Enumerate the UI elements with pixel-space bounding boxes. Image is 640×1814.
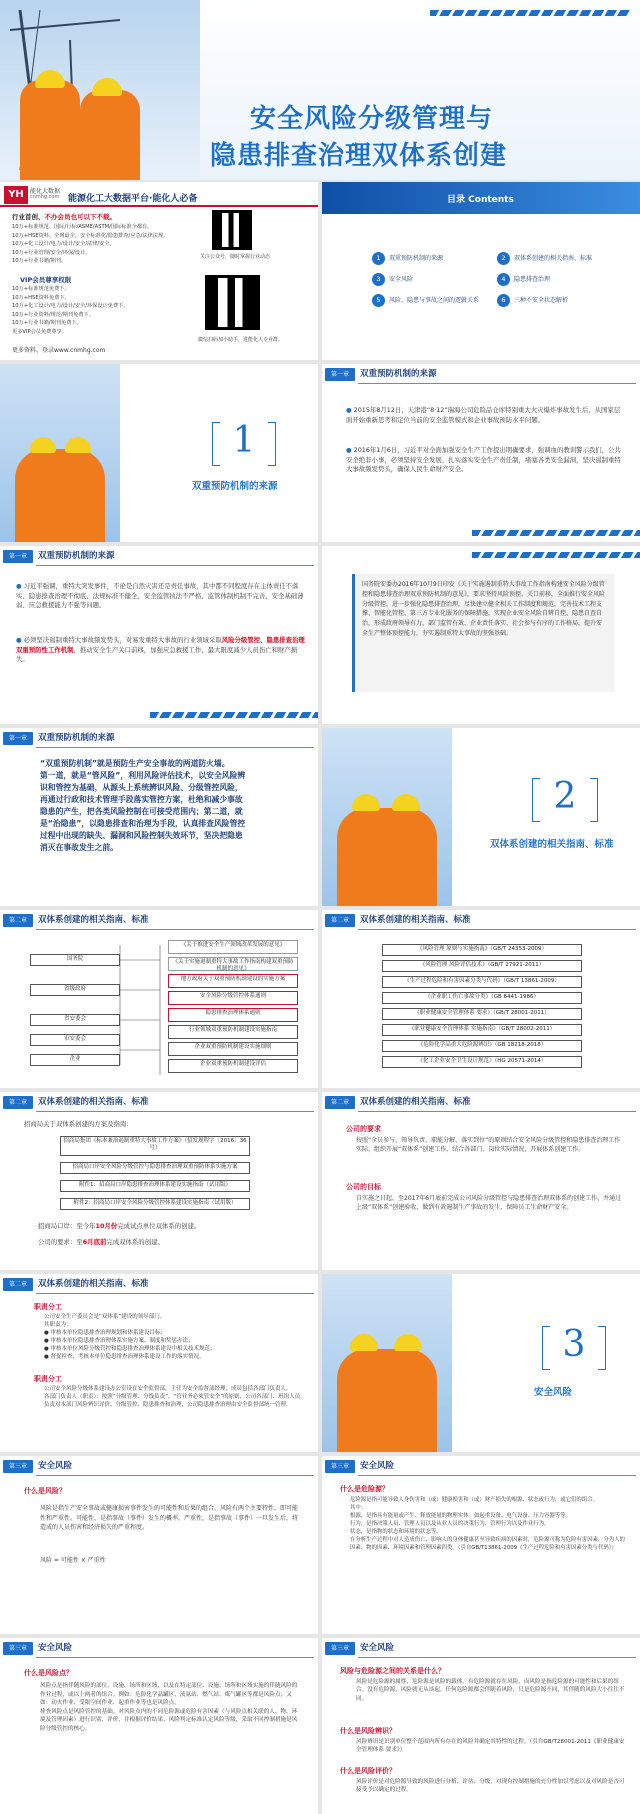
- plan-note-2: 公司的要求：至6月底前完成双体系的创建。: [38, 1238, 164, 1246]
- toc-num-5: 5: [372, 294, 385, 307]
- goal-heading: 公司的目标: [346, 1183, 381, 1191]
- resp-text-2: 公司安全风险分级体系建设办公室设在安全监督部，主任为安全监督部经理，成员包括各部门负责人。 各部门负责人（职责）：按照“分级管理、分线负责”，“管业务必须管安全”的原则，公司各部门、班组人员负责对本部门风险辨识评价、分级管控、隐患排查和治理，公司隐患排查治理由安全监督部统一管理。: [44, 1386, 301, 1408]
- slide-title: 双体系创建的相关指南、标准: [38, 915, 149, 925]
- toc-num-1: 1: [372, 252, 385, 265]
- standard-item: 《生产过程危险和有害因素分类与代码》（GB/T 13861-2009）: [382, 976, 582, 988]
- risk-heading: 什么是风险？: [24, 1487, 66, 1495]
- toc-num-2: 2: [497, 252, 510, 265]
- sec1-frame-right: [268, 422, 276, 466]
- toc-num-3: 3: [372, 273, 385, 286]
- toc-item-5[interactable]: 风险、隐患与事故之间的逻辑关系: [389, 297, 480, 304]
- sec2-frame-right: [590, 778, 598, 822]
- ad-item: 10万+HSE资料、全网最全，安全标准化/隐患排查/应急/法律法规。: [12, 232, 169, 239]
- header-rule: [358, 929, 636, 930]
- bullet-1: ● 2015年8月12日，天津港“8·12”瑞海公司危险品仓库特别重大火灾爆炸事故发生后，从国家层面开始重新思考和定位当前的安全监管模式和企业事故预防水平问题。: [346, 406, 621, 424]
- plan-intro: 招商局关于双体系创建的方案及指南：: [24, 1120, 133, 1128]
- ad-item: 10万+化工设计/电力/设计/安全/法律/安全。: [12, 241, 115, 247]
- slide-header: [0, 550, 318, 565]
- standard-item: 《职业健康安全管理体系 实施指南》（GB/T 28002-2011）: [382, 1024, 582, 1036]
- cover-title-line2: 隐患排查治理双体系创建: [210, 141, 508, 171]
- toc-item-2[interactable]: 双体系创建的相关指南、标准: [514, 255, 593, 262]
- chapter-tag: 第二章: [3, 1096, 33, 1109]
- slide-header: [322, 1642, 640, 1657]
- toc-item-4[interactable]: 隐患排查治理: [514, 276, 551, 283]
- sec2-worker-body: [337, 808, 437, 906]
- slide-header: [0, 1096, 318, 1111]
- slide-title: 双体系创建的相关指南、标准: [360, 915, 471, 925]
- slide-title: 安全风险: [360, 1461, 395, 1471]
- sec3-worker-body: [337, 1349, 437, 1452]
- flow-right-box: 行业领域双重预防机制建设实施指南: [168, 1025, 298, 1039]
- standard-item: 《风险管理 原则与实施指南》（GB/T 24353-2009）: [382, 944, 582, 956]
- chapter-tag: 第三章: [3, 1642, 33, 1655]
- standard-item: 《化工企业安全卫生设计规范》（HG 20571-2014）: [382, 1056, 582, 1068]
- plan-note-1: 招商局口岸：至今年10月份完成试点单位双体系的创建。: [38, 1222, 201, 1230]
- toc-num-4: 4: [497, 273, 510, 286]
- slide-title: 双重预防机制的来源: [360, 369, 437, 379]
- slide-hazard-source: [322, 1456, 640, 1634]
- header-rule: [36, 1293, 314, 1294]
- chapter-tag: 第三章: [325, 1460, 355, 1473]
- ad-divider: [0, 205, 318, 207]
- plan-box: 招商局集团《标本兼治遏制重特大事故工作方案》（招发规程字〔2016〕36号）: [60, 1136, 250, 1156]
- header-rule: [36, 1111, 314, 1112]
- slide-header: [322, 1096, 640, 1111]
- toc-slide: [322, 182, 640, 360]
- relation-heading: 风险与危险源之间的关系是什么？: [340, 1667, 445, 1675]
- slide-what-is-risk: [0, 1456, 318, 1634]
- slide-standards-list: [322, 910, 640, 1088]
- slide-header: [0, 1278, 318, 1293]
- standard-item: 《危险化学品重大危险源辨识》（GB 18218-2018）: [382, 1040, 582, 1052]
- toc-title: 目录 Contents: [447, 195, 514, 205]
- slide-title: 双体系创建的相关指南、标准: [38, 1279, 149, 1289]
- slide-origin-4: [0, 728, 318, 906]
- riskpoint-text: 风险点是指伴随风险的部位、设施、场所和区域，以及在特定部位、设施、场所和区域实施的伴随风险的作业过程，或以上两者的组合。例如：危险化学品罐区、液氨站、燃气站、煤气罐区等都是风险点；又如：动火作业、受限空间作业、起重作业等也是风险点。 排查风险点是风险管控的基础。对风险点内的不同危险源或危险有害因素（与风险点相关联的人、物、环境及管理因素）进行识别、评价，并根据评价结果、风险判定标准认定风险等级，采取不同控制措施是风险分级管控的核心。: [40, 1683, 298, 1732]
- slide-origin-1: [322, 364, 640, 542]
- header-rule: [36, 565, 314, 566]
- identification-heading: 什么是风险辨识？: [340, 1727, 396, 1735]
- bullet-1: ● 习近平强调，重特大突发事件，不论是自然灾害还是责任事故，其中都不同程度存在主体责任不落实、隐患排查治理不彻底、法规标准不健全、安全监管执法不严格、监管体制机制不完善、安全基础薄弱、应急救援能力不强等问题。: [16, 582, 304, 609]
- slide-responsibilities: [0, 1274, 318, 1452]
- ad-item: 10万+标准规范、国际/行标/ASME/ASTM/国际标准全都有。: [12, 224, 153, 230]
- guideline-text: 国务院安委办2016年10月9日印发《关于实施遏制重特大事故工作指南构建安全风险分级管控和隐患排查治理双重预防机制的意见》，要求坚持风险预控、关口前移，全面推行安全风险分级管控，进一步强化隐患排查治理，尽快建立健全相关工作制度和规范，完善技术工程支撑、智能化管控、第三方专业化服务的保障措施，实现企业安全风险自辨自控、隐患自查自治，形成政府领导有力、部门监管有效、企业责任落实、社会参与有序的工作格局，提升安全生产整体预控能力，夯实遏制重特大事故的坚强基础。: [362, 581, 606, 637]
- evaluation-heading: 什么是风险评价？: [340, 1767, 396, 1775]
- ad-items: [12, 223, 207, 266]
- bullet-2: ● 2016年1月6日，习近平对全面加强安全生产工作提出明确要求，强调血的教训警示我们，公共安全绝非小事，必须坚持安全发展，扎实落实安全生产责任制，堵塞各类安全漏洞，坚决遏制重特大事故频发势头，确保人民生命财产安全。: [346, 446, 621, 473]
- slide-standards-flow: [0, 910, 318, 1088]
- chapter-tag: 第二章: [325, 1096, 355, 1109]
- sec3-frame-right: [598, 1326, 606, 1370]
- flow-left-box: 国务院: [30, 954, 120, 966]
- slide-header: [0, 732, 318, 747]
- ad-headline: 能源化工大数据平台·能化人必备: [68, 194, 198, 204]
- flow-left-box: 市安委会: [30, 1034, 120, 1046]
- sec3-number: 3: [562, 1324, 586, 1365]
- flow-right-box: 安全风险分级管控体系通则: [168, 991, 298, 1005]
- worker-left: [20, 80, 80, 180]
- plan-box: 附件1：招商局口岸隐患排查治理体系建设实施指南（试用版）: [60, 1180, 250, 1192]
- slide-stripes: [472, 530, 640, 536]
- ad-vip-item: 10万+行业资料/规范/期刊免费下。: [12, 311, 94, 318]
- sec1-worker-body: [15, 449, 105, 542]
- ad-subtitle: 行业首创、不办会员也可以下不载。: [12, 213, 116, 221]
- risk-text: 风险是指生产安全事故或健康损害事件发生的可能性和后果的组合。风险有两个主要特性，即可能性和严重性。可能性，是指事故（事件）发生的概率。严重性，是指事故（事件）一旦发生后，将造成的人员伤害和经济损失的严重程度。: [40, 1505, 299, 1531]
- chapter-tag: 第一章: [3, 550, 33, 563]
- sec3-title: 安全风险: [534, 1387, 573, 1398]
- ad-slide: [0, 182, 318, 360]
- sec3-frame-left: [542, 1326, 550, 1370]
- flow-right-box: 《关于实施遏制重特大事故工作指南构建双重预防机制的意见》: [168, 957, 298, 971]
- slide-risk-hazard-relation: [322, 1638, 640, 1814]
- standard-item: 《风险管理 风险评估技术》（GB/T 27921-2011）: [382, 960, 582, 972]
- plan-box: 招商局口岸安全风险分级管控与隐患排查治理双重预防体系实施方案: [60, 1162, 250, 1174]
- section2-divider: [322, 728, 640, 906]
- chapter-tag: 第三章: [3, 1460, 33, 1473]
- ad-vip-items: [12, 285, 207, 336]
- slide-title: 安全风险: [38, 1643, 73, 1653]
- hazard-text: 危险源是指可能导致人身伤害和（或）健康损害和（或）财产损失的根源、状态或行为，或它们的组合。 其中： 根源，是指具有能量或产生、释放能量的物理实体。如起重设备、电气设备、压力容器等等。 行为，是指决策人员、管理人员以及从业人员的决策行为、管理行为以及作业行为。 状态，是指物的状态和环境的状态等。 在分析生产过程中对人造成伤亡、影响人的身体健康甚至导致疾病的因素时，危险源可称为危险有害因素，分为人的因素、物的因素、环境因素和管理因素四类。（引自GB/T13861-2009《生产过程危险和有害因素分类与代码》）: [350, 1497, 625, 1551]
- ad-vip-item: 10万+HSE资料免费下。: [12, 294, 70, 301]
- req-text: 按照“全员参与、领导负责、职能分解、落实到位”的原则结合安全风险分级管控和隐患排查治理工作实际，组织开展“双体系”创建工作，结合各部门、岗位实际情况，开展体系创建工作。: [356, 1137, 621, 1153]
- slide-title: 双重预防机制的来源: [38, 733, 115, 743]
- identification-text: 风险辨识是识别单位整个范围内所有存在的风险并确定其特性的过程。（引自GB/T28001-2011《职业健康安全管理体系 要求》）: [356, 1739, 625, 1754]
- ad-vip-item: 10万+标准规范免费下。: [12, 286, 70, 292]
- chapter-tag: 第二章: [3, 914, 33, 927]
- qr1-caption: 关注公众号，随时掌握行业动态: [200, 254, 271, 260]
- section1-divider: [0, 364, 318, 542]
- slide-stripes: [150, 712, 318, 718]
- section3-divider: [322, 1274, 640, 1452]
- qr2-caption: 微信扫码加小助手，进能化人专业群。: [198, 337, 284, 343]
- risk-formula: 风险 = 可能性 × 严重性: [40, 1557, 106, 1564]
- slide-header: [322, 368, 640, 383]
- sec1-number: 1: [232, 420, 256, 461]
- slide-title: 双重预防机制的来源: [38, 551, 115, 561]
- toc-item-6[interactable]: 三种不安全状态解析: [514, 297, 569, 304]
- chapter-tag: 第一章: [3, 732, 33, 745]
- evaluation-text: 风险评价是对危险源导致的风险进行分析、评估、分级，对现有控制措施的充分性加以考虑以及对风险是否可接受予以确定的过程。: [356, 1779, 625, 1794]
- hazard-heading: 什么是危险源？: [340, 1485, 389, 1493]
- flow-right-box: 企业双重预防机制建设评估: [168, 1059, 298, 1073]
- sec1-title: 双重预防机制的来源: [192, 481, 278, 492]
- slide-header: [322, 914, 640, 929]
- toc-item-1[interactable]: 双重预防机制的来源: [389, 255, 444, 262]
- header-rule: [36, 747, 314, 748]
- flow-left-box: 省安委会: [30, 1014, 120, 1026]
- riskpoint-heading: 什么是风险点？: [24, 1669, 73, 1677]
- header-rule: [358, 1475, 636, 1476]
- slide-risk-point: [0, 1638, 318, 1814]
- sec2-number: 2: [553, 776, 577, 817]
- slide-cmg-plan: [0, 1092, 318, 1270]
- slide-title: 安全风险: [38, 1461, 73, 1471]
- slide-header: [322, 1460, 640, 1475]
- flow-right-box: 地方政府关于双重预防机制建设的实施方案: [168, 974, 298, 988]
- resp-text-1: 公司安全生产委员会是“双体系”建设的领导部门。 其职责为： ● 审核本单位隐患排查治理规划和体系建设目标； ● 审核本单位隐患排查治理体系实施方案、制度和奖惩办法； ● 审核本单位风险分级管控和隐患排查治理体系建设中相关技术规范； ● 督促检查、考核本单位隐患排查治理体系建设工作的落实情况。: [44, 1314, 216, 1360]
- slide-origin-3: [322, 546, 640, 724]
- slide-header: [0, 1642, 318, 1657]
- cover-title-line1: 安全风险分级管理与: [250, 104, 494, 134]
- slide-stripes-top: [472, 552, 640, 558]
- ad-vip-title: VIP会员尊享权限: [20, 276, 72, 284]
- ad-vip-item: 10万+化工设计/电力/设计/安全/环保设计免费下。: [12, 303, 129, 309]
- flow-left-box: 企业: [30, 1054, 120, 1066]
- cover-stripes: [430, 10, 630, 16]
- flow-left-box: 省级政府: [30, 984, 120, 996]
- goal-text: 自实施之日起，至2017年6月底前完成公司风险分级管控与隐患排查治理双体系的创建工作，并通过上级“双体系”创建验收，做到有效遏制生产事故的发生，保障员工生命财产安全。: [356, 1195, 622, 1211]
- chapter-tag: 第三章: [325, 1642, 355, 1655]
- ad-vip-item: 更多VIP会员免费尊享。: [12, 328, 67, 335]
- header-rule: [36, 1657, 314, 1658]
- flow-right-box: 企业双重预防机制建设实施细则: [168, 1042, 298, 1056]
- ad-item: 10万+行业书籍/期刊。: [12, 258, 67, 264]
- header-rule: [358, 1111, 636, 1112]
- sec2-frame-left: [532, 778, 540, 822]
- sec2-title: 双体系创建的相关指南、标准: [490, 839, 614, 850]
- slide-title: 双体系创建的相关指南、标准: [38, 1097, 149, 1107]
- slide-title: 双体系创建的相关指南、标准: [360, 1097, 471, 1107]
- chapter-tag: 第二章: [325, 914, 355, 927]
- ad-site: cnmhg.com: [30, 194, 60, 200]
- ad-logo: YH: [4, 186, 28, 204]
- slide-company-requirements: [322, 1092, 640, 1270]
- worker-right: [80, 90, 140, 180]
- slide-origin-2: [0, 546, 318, 724]
- standard-item: 《企业职工伤亡事故分类》（GB 6441-1986）: [382, 992, 582, 1004]
- header-rule: [358, 383, 636, 384]
- qr-code-1: [212, 210, 252, 250]
- resp-heading-2: 职责分工: [34, 1375, 62, 1383]
- dual-prevention-text: “双重预防机制”就是预防生产安全事故的两道防火墙。 第一道，就是“管风险”，利用风险评估技术，以安全风险辨识和管控为基础，从源头上系统辨识风险、分级管控风险，再通过行政和技术管理手段落实管控方案，杜绝和减少事故隐患的产生，把各类风险控制在可接受范围内；第二道，就是“治隐患”，以隐患排查和治理为手段，认真排查风险管控过程中出现的缺失、漏洞和风险控制失效环节，坚决把隐患消灭在事故发生之前。: [40, 759, 246, 852]
- relation-text: 风险是危险源的属性，危险源是风险的载体。有危险源就存在风险，而风险是指危险源的可能性和后果的组合。没有危险源，风险就无从谈起。任何危险源都会伴随着风险，只是危险源不同，其伴随的风险大小往往不同。: [356, 1679, 625, 1702]
- toc-item-3[interactable]: 安全风险: [389, 276, 414, 283]
- chapter-tag: 第一章: [325, 368, 355, 381]
- flow-right-box: 《关于推进安全生产领域改革发展的意见》: [168, 940, 298, 954]
- ad-item: 10万+行业管理/安全/环保/设计。: [12, 249, 91, 256]
- standard-item: 《职业健康安全管理体系 要求》（GB/T 28001-2011）: [382, 1008, 582, 1020]
- slide-header: [0, 1460, 318, 1475]
- header-rule: [358, 1657, 636, 1658]
- cover-slide: [0, 0, 640, 180]
- flow-right-box: 隐患排查治理体系通则: [168, 1008, 298, 1022]
- ad-footer[interactable]: 更多资料，登录www.cnmhg.com: [12, 347, 106, 354]
- chapter-tag: 第二章: [3, 1278, 33, 1291]
- qr-code-2: [205, 275, 260, 330]
- resp-heading-1: 职责分工: [34, 1303, 62, 1311]
- ad-vip-item: 10万+行业书籍/期刊免费下。: [12, 320, 82, 326]
- sec1-frame-left: [212, 422, 220, 466]
- toc-num-6: 6: [497, 294, 510, 307]
- header-rule: [36, 1475, 314, 1476]
- plan-box: 附件2：招商局口岸安全风险分级管控体系建设实施指南（试用版）: [60, 1198, 250, 1210]
- req-heading: 公司的要求: [346, 1125, 381, 1133]
- bullet-2: ● 必须坚决遏制重特大事故频发势头，对易发重特大事故的行业领域采取风险分级管控、隐患排查治理双重预防性工作机制，推动安全生产关口前移，加强应急救援工作，最大限度减少人员伤亡和财产损失。: [16, 636, 305, 663]
- ad-brand: 能化大数据: [30, 188, 61, 195]
- slide-title: 安全风险: [360, 1643, 395, 1653]
